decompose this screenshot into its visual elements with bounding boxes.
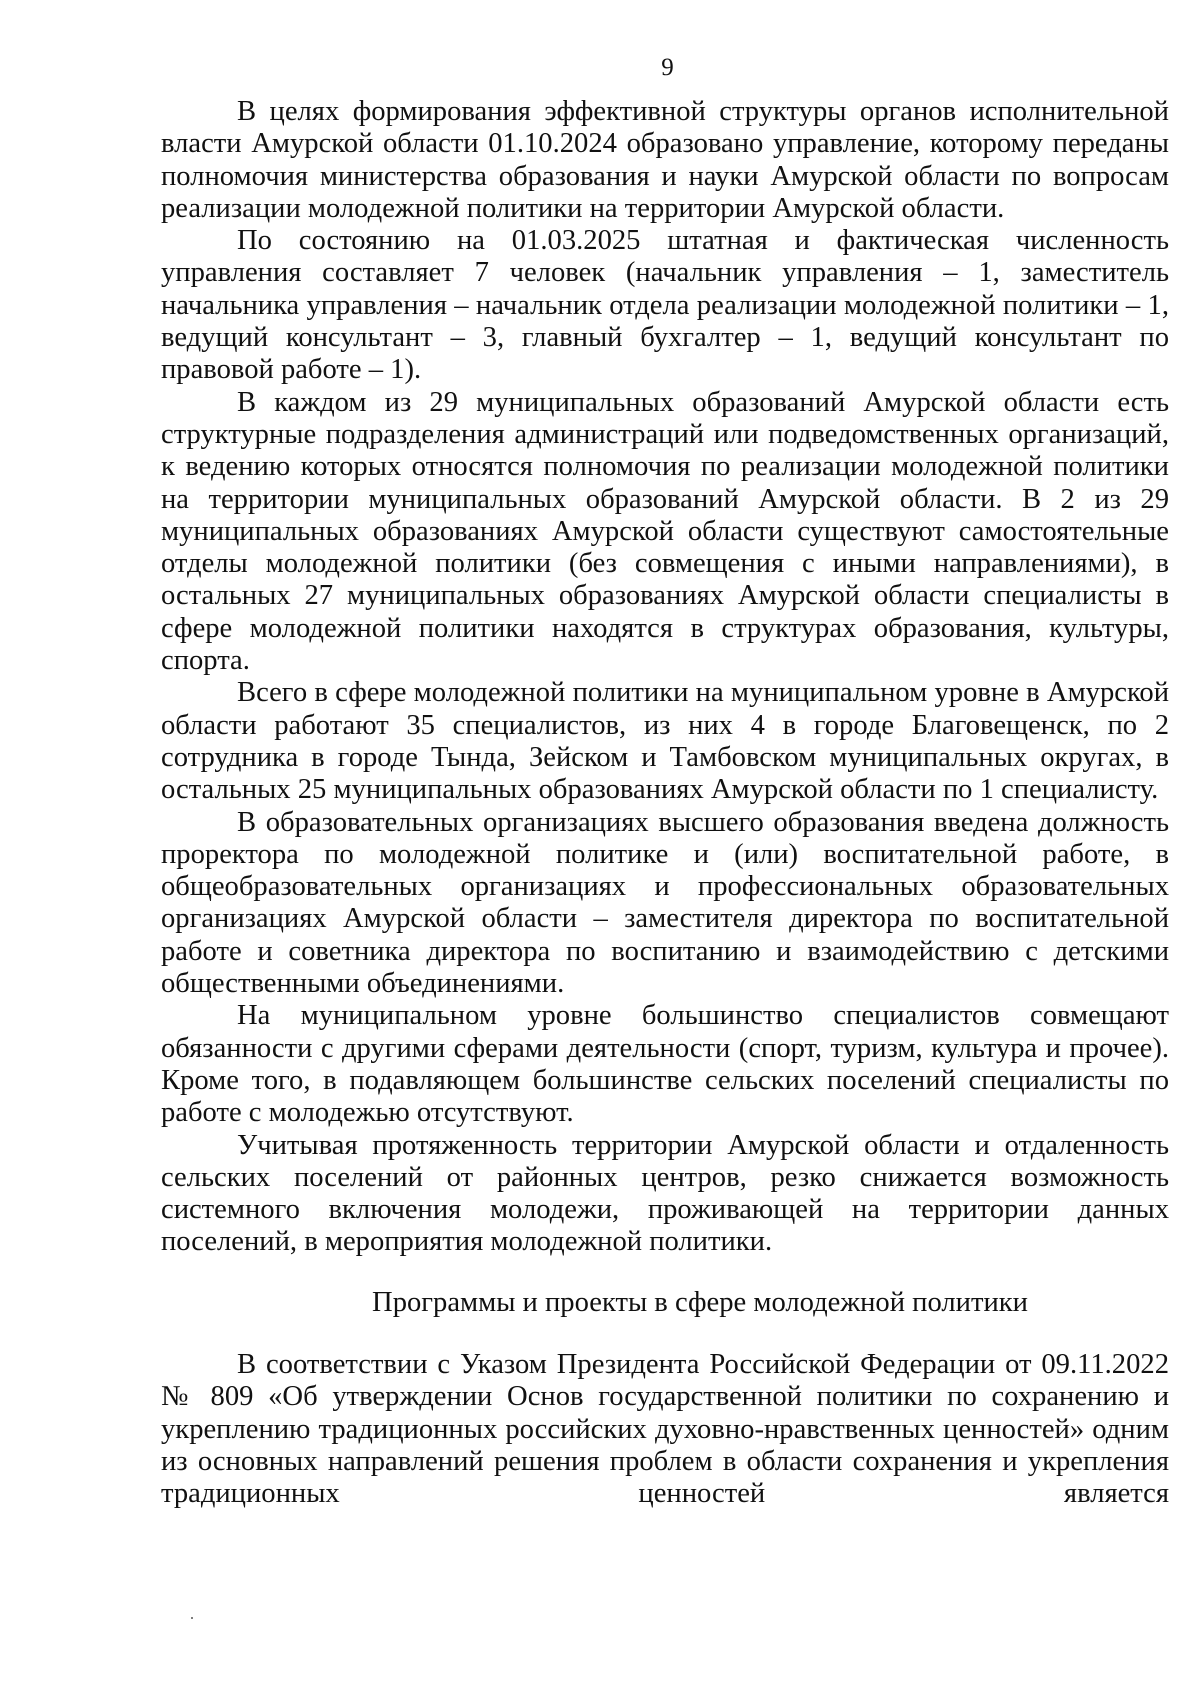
scan-speck [191,1617,193,1619]
document-body [161,96,1169,1510]
paragraph-municipal-units: В каждом из 29 муниципальных образований Амурской области есть структурные подразделения администраций или подведомственных организаций, к ведению которых относятся полномочия по реализации молодежной политики на территории муниципальных образований Амурской области. В 2 из 29 муниципальных образованиях Амурской области существуют самостоятельные отделы молодежной политики (без совмещения с иными направлениями), в остальных 27 муниципальных образованиях Амурской области специалисты в сфере молодежной политики находятся в структурах образования, культуры, спорта. [161,386,1169,677]
section-heading: Программы и проекты в сфере молодежной политики [372,1286,1028,1318]
paragraph-specialists-total: Всего в сфере молодежной политики на муниципальном уровне в Амурской области работают 35 специалистов, из них 4 в городе Благовещенск, по 2 сотрудника в городе Тында, Зейском и Тамбовском муниципальных округах, в остальных 25 муниципальных образованиях Амурской области по 1 специалисту. [161,677,1169,806]
paragraph-territory-distance: Учитывая протяженность территории Амурской области и отдаленность сельских поселений от районных центров, резко снижается возможность системного включения молодежи, проживающей на территории данных поселений, в мероприятия молодежной политики. [161,1129,1169,1258]
paragraph-staff-count: По состоянию на 01.03.2025 штатная и фактическая численность управления составляет 7 человек (начальник управления – 1, заместитель начальника управления – начальник отдела реализации молодежной политики – 1, ведущий консультант – 3, главный бухгалтер – 1, ведущий консультант по правовой работе – 1). [161,225,1169,386]
paragraph-presidential-decree: В соответствии с Указом Президента Российской Федерации от 09.11.2022 № 809 «Об утверждении Основ государственной политики по сохранению и укреплению традиционных российских духовно-нравственных ценностей» одним из основных направлений решения проблем в области сохранения и укрепления традиционных ценностей является [161,1348,1169,1510]
page-number: 9 [661,54,674,81]
paragraph-education-organizations: В образовательных организациях высшего образования введена должность проректора по молодежной политике и (или) воспитательной работе, в общеобразовательных организациях и профессиональных образовательных организациях Амурской области – заместителя директора по воспитательной работе и советника директора по воспитанию и взаимодействию с детскими общественными объединениями. [161,806,1169,1000]
paragraph-combined-duties: На муниципальном уровне большинство специалистов совмещают обязанности с другими сферами деятельности (спорт, туризм, культура и прочее). Кроме того, в подавляющем большинстве сельских поселений специалисты по работе с молодежью отсутствуют. [161,1000,1169,1129]
paragraph-structure-established: В целях формирования эффективной структуры органов исполнительной власти Амурской области 01.10.2024 образовано управление, которому переданы полномочия министерства образования и науки Амурской области по вопросам реализации молодежной политики на территории Амурской области. [161,96,1169,224]
